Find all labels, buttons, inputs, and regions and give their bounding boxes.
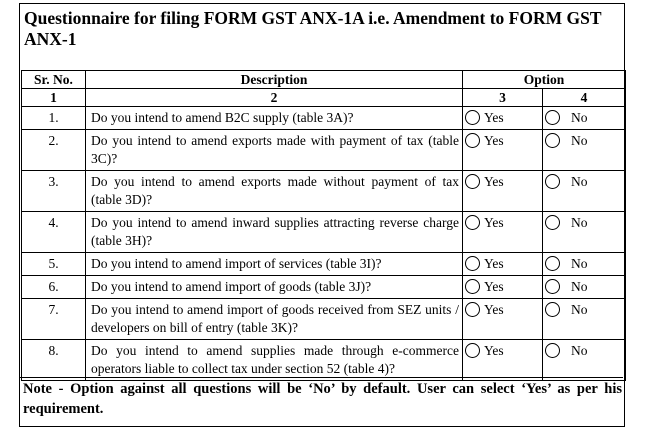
yes-radio-button[interactable]	[465, 133, 480, 148]
option-no-cell[interactable]	[543, 299, 626, 340]
question-description: Do you intend to amend exports made with payment of tax (table 3C)?	[86, 130, 463, 171]
sr-no-cell: 5.	[22, 253, 86, 276]
header-option: Option	[463, 71, 626, 89]
option-yes-cell[interactable]	[463, 253, 543, 276]
no-radio-button[interactable]	[545, 343, 560, 358]
question-row	[22, 253, 626, 276]
option-yes-cell[interactable]	[463, 212, 543, 253]
sr-no-cell: 1.	[22, 107, 86, 130]
option-yes-cell[interactable]	[463, 107, 543, 130]
sr-no-cell: 2.	[22, 130, 86, 171]
option-no-cell[interactable]	[543, 212, 626, 253]
question-description: Do you intend to amend inward supplies attracting reverse charge (table 3H)?	[86, 212, 463, 253]
no-label: No	[571, 110, 588, 125]
no-radio-button[interactable]	[545, 256, 560, 271]
no-label: No	[571, 279, 588, 294]
question-description: Do you intend to amend import of goods (table 3J)?	[86, 276, 463, 299]
option-yes-cell[interactable]	[463, 130, 543, 171]
no-radio-button[interactable]	[545, 215, 560, 230]
header-row	[22, 71, 626, 89]
question-description: Do you intend to amend B2C supply (table 3A)?	[86, 107, 463, 130]
question-row	[22, 171, 626, 212]
yes-radio-button[interactable]	[465, 256, 480, 271]
sr-no-cell: 3.	[22, 171, 86, 212]
sr-no-cell: 6.	[22, 276, 86, 299]
yes-label: Yes	[484, 343, 504, 358]
questionnaire-table	[21, 70, 626, 381]
column-number: 3	[463, 89, 543, 107]
yes-radio-button[interactable]	[465, 174, 480, 189]
page-title: Questionnaire for filing FORM GST ANX-1A i.e. Amendment to FORM GST ANX-1	[24, 8, 602, 49]
question-row	[22, 212, 626, 253]
no-label: No	[571, 215, 588, 230]
no-label: No	[571, 302, 588, 317]
yes-radio-button[interactable]	[465, 343, 480, 358]
sr-no-cell: 4.	[22, 212, 86, 253]
question-row	[22, 107, 626, 130]
question-row	[22, 276, 626, 299]
option-no-cell[interactable]	[543, 107, 626, 130]
yes-label: Yes	[484, 279, 504, 294]
no-label: No	[571, 343, 588, 358]
yes-label: Yes	[484, 215, 504, 230]
option-no-cell[interactable]	[543, 253, 626, 276]
option-no-cell[interactable]	[543, 340, 626, 381]
column-number: 1	[22, 89, 86, 107]
question-row	[22, 130, 626, 171]
yes-radio-button[interactable]	[465, 110, 480, 125]
question-row	[22, 340, 626, 381]
option-no-cell[interactable]	[543, 276, 626, 299]
header-description: Description	[86, 71, 463, 89]
no-radio-button[interactable]	[545, 302, 560, 317]
question-description: Do you intend to amend exports made without payment of tax (table 3D)?	[86, 171, 463, 212]
sr-no-cell: 7.	[22, 299, 86, 340]
option-yes-cell[interactable]	[463, 276, 543, 299]
header-sr-no: Sr. No.	[22, 71, 86, 89]
column-number: 4	[543, 89, 626, 107]
no-label: No	[571, 174, 588, 189]
yes-radio-button[interactable]	[465, 215, 480, 230]
question-description: Do you intend to amend import of goods received from SEZ units / developers on bill of entry (table 3K)?	[86, 299, 463, 340]
sr-no-cell: 8.	[22, 340, 86, 381]
option-yes-cell[interactable]	[463, 299, 543, 340]
question-description: Do you intend to amend import of services (table 3I)?	[86, 253, 463, 276]
no-radio-button[interactable]	[545, 133, 560, 148]
option-yes-cell[interactable]	[463, 340, 543, 381]
yes-radio-button[interactable]	[465, 279, 480, 294]
yes-label: Yes	[484, 256, 504, 271]
question-description: Do you intend to amend supplies made through e-commerce operators liable to collect tax under section 52 (table 4)?	[86, 340, 463, 381]
yes-label: Yes	[484, 133, 504, 148]
note-text: Note - Option against all questions will be ‘No’ by default. User can select ‘Yes’ as per his requirement.	[23, 381, 622, 417]
no-label: No	[571, 133, 588, 148]
no-radio-button[interactable]	[545, 279, 560, 294]
questionnaire-frame	[19, 3, 625, 427]
no-label: No	[571, 256, 588, 271]
no-radio-button[interactable]	[545, 110, 560, 125]
yes-radio-button[interactable]	[465, 302, 480, 317]
no-radio-button[interactable]	[545, 174, 560, 189]
yes-label: Yes	[484, 174, 504, 189]
option-no-cell[interactable]	[543, 171, 626, 212]
question-row	[22, 299, 626, 340]
column-number: 2	[86, 89, 463, 107]
column-number-row	[22, 89, 626, 107]
yes-label: Yes	[484, 110, 504, 125]
option-no-cell[interactable]	[543, 130, 626, 171]
option-yes-cell[interactable]	[463, 171, 543, 212]
yes-label: Yes	[484, 302, 504, 317]
